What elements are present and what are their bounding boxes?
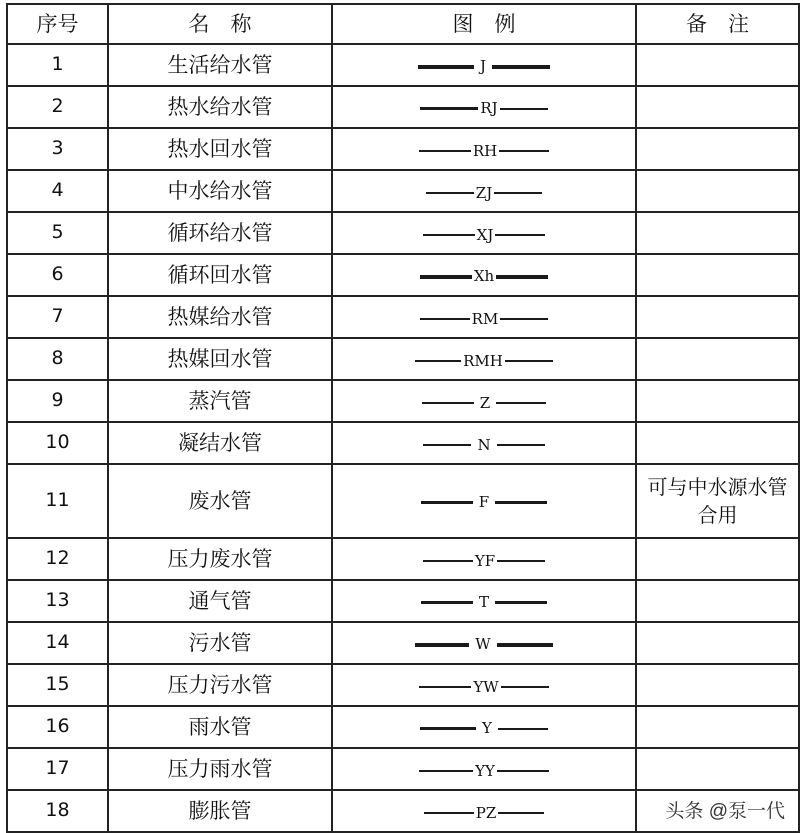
- remark-cell: [636, 664, 799, 706]
- pipe-name: 压力雨水管: [108, 748, 332, 790]
- legend-code: XJ: [476, 225, 494, 244]
- table-row: [7, 622, 799, 664]
- table-row: [7, 296, 799, 338]
- legend-line-symbol: [409, 393, 559, 413]
- legend-line-right: [495, 234, 545, 236]
- table-row: [7, 128, 799, 170]
- remark-cell: [636, 170, 799, 212]
- legend-code: Z: [479, 393, 491, 412]
- row-index: 6: [7, 254, 108, 296]
- legend-line-right: [495, 501, 547, 504]
- table-row: [7, 422, 799, 464]
- table-row: [7, 338, 799, 380]
- legend-line-left: [420, 107, 478, 110]
- legend-cell: [332, 464, 636, 538]
- legend-line-right: [498, 728, 548, 730]
- row-index: 12: [7, 538, 108, 580]
- legend-code: ZJ: [475, 183, 493, 202]
- legend-line-right: [497, 770, 549, 772]
- table-row: [7, 538, 799, 580]
- legend-cell: [332, 44, 636, 86]
- legend-line-right: [500, 108, 548, 110]
- remark-cell: [636, 338, 799, 380]
- legend-line-right: [501, 686, 549, 688]
- remark-cell: [636, 748, 799, 790]
- legend-line-right: [497, 444, 545, 446]
- table-row: [7, 254, 799, 296]
- table-row: [7, 86, 799, 128]
- remark-cell: [636, 538, 799, 580]
- legend-line-symbol: [409, 435, 559, 455]
- legend-cell: [332, 86, 636, 128]
- legend-code: RH: [472, 141, 498, 160]
- row-index: 11: [7, 464, 108, 538]
- legend-line-symbol: [409, 493, 559, 513]
- legend-line-symbol: [409, 593, 559, 613]
- legend-cell: [332, 338, 636, 380]
- pipe-name: 压力污水管: [108, 664, 332, 706]
- legend-line-symbol: [409, 803, 559, 823]
- legend-line-right: [497, 560, 545, 562]
- pipe-name: 循环回水管: [108, 254, 332, 296]
- pipe-name: 热水回水管: [108, 128, 332, 170]
- legend-code: J: [479, 57, 486, 76]
- legend-line-left: [415, 643, 469, 647]
- legend-code: YY: [475, 761, 495, 780]
- row-index: 1: [7, 44, 108, 86]
- header-name: 名 称: [108, 4, 332, 44]
- legend-line-right: [497, 643, 553, 647]
- legend-cell: [332, 790, 636, 832]
- row-index: 17: [7, 748, 108, 790]
- legend-line-right: [496, 275, 548, 279]
- pipe-name: 通气管: [108, 580, 332, 622]
- legend-line-right: [495, 601, 547, 604]
- row-index: 5: [7, 212, 108, 254]
- legend-code: YF: [474, 551, 496, 570]
- legend-cell: [332, 422, 636, 464]
- remark-cell: [636, 706, 799, 748]
- legend-line-left: [420, 727, 476, 730]
- pipe-name: 热媒回水管: [108, 338, 332, 380]
- pipe-name: 热媒给水管: [108, 296, 332, 338]
- legend-line-symbol: [409, 141, 559, 161]
- legend-cell: [332, 380, 636, 422]
- table-body: [7, 44, 799, 832]
- row-index: 18: [7, 790, 108, 832]
- row-index: 15: [7, 664, 108, 706]
- table-row: [7, 44, 799, 86]
- pipe-name: 生活给水管: [108, 44, 332, 86]
- remark-cell: [636, 580, 799, 622]
- pipe-name: 中水给水管: [108, 170, 332, 212]
- table-row: [7, 706, 799, 748]
- legend-code: W: [475, 635, 491, 654]
- legend-line-left: [426, 192, 474, 194]
- legend-line-left: [415, 360, 461, 362]
- legend-code: N: [477, 435, 491, 454]
- legend-line-left: [421, 601, 473, 604]
- pipe-name: 雨水管: [108, 706, 332, 748]
- legend-cell: [332, 664, 636, 706]
- legend-line-right: [500, 318, 548, 320]
- legend-cell: [332, 538, 636, 580]
- legend-line-right: [505, 360, 553, 362]
- table-row: [7, 580, 799, 622]
- legend-cell: [332, 170, 636, 212]
- remark-cell: [636, 622, 799, 664]
- row-index: 4: [7, 170, 108, 212]
- remark-cell: [636, 296, 799, 338]
- legend-line-symbol: [409, 551, 559, 571]
- legend-cell: [332, 254, 636, 296]
- legend-code: F: [478, 493, 490, 512]
- legend-line-left: [419, 150, 471, 152]
- legend-line-right: [496, 402, 546, 404]
- legend-line-symbol: [409, 677, 559, 697]
- row-index: 10: [7, 422, 108, 464]
- legend-line-symbol: [409, 225, 559, 245]
- legend-line-left: [420, 275, 472, 279]
- pipe-name: 循环给水管: [108, 212, 332, 254]
- legend-line-left: [421, 501, 473, 504]
- remark-cell: [636, 212, 799, 254]
- header-index: 序号: [7, 4, 108, 44]
- legend-line-left: [423, 560, 473, 562]
- watermark-text: 头条 @泵一代: [665, 801, 785, 822]
- legend-line-symbol: [409, 309, 559, 329]
- legend-code: PZ: [475, 803, 497, 822]
- pipe-name: 凝结水管: [108, 422, 332, 464]
- legend-code: T: [478, 593, 489, 612]
- legend-cell: [332, 296, 636, 338]
- legend-cell: [332, 706, 636, 748]
- pipe-name: 热水给水管: [108, 86, 332, 128]
- legend-code: RM: [471, 309, 499, 328]
- row-index: 16: [7, 706, 108, 748]
- legend-line-symbol: [409, 57, 559, 77]
- remark-cell: [636, 128, 799, 170]
- pipe-name: 废水管: [108, 464, 332, 538]
- legend-line-left: [423, 444, 471, 446]
- legend-cell: [332, 748, 636, 790]
- pipe-name: 压力废水管: [108, 538, 332, 580]
- row-index: 13: [7, 580, 108, 622]
- legend-code: Xh: [473, 267, 495, 286]
- pipe-legend-table: [6, 3, 800, 833]
- remark-cell: [636, 380, 799, 422]
- legend-code: Y: [482, 719, 492, 738]
- legend-cell: [332, 212, 636, 254]
- header-legend: 图 例: [332, 4, 636, 44]
- legend-code: YW: [473, 677, 499, 696]
- row-index: 7: [7, 296, 108, 338]
- pipe-name: 膨胀管: [108, 790, 332, 832]
- legend-line-symbol: [409, 99, 559, 119]
- legend-line-symbol: [409, 351, 559, 371]
- legend-line-left: [422, 402, 474, 404]
- legend-line-symbol: [409, 183, 559, 203]
- legend-cell: [332, 128, 636, 170]
- legend-line-left: [419, 770, 473, 772]
- remark-cell: [636, 44, 799, 86]
- row-index: 3: [7, 128, 108, 170]
- pipe-legend-table-container: [6, 3, 798, 827]
- remark-cell: [636, 254, 799, 296]
- legend-line-left: [419, 686, 471, 688]
- row-index: 14: [7, 622, 108, 664]
- legend-line-left: [418, 65, 474, 69]
- row-index: 8: [7, 338, 108, 380]
- header-remark: 备 注: [636, 4, 799, 44]
- legend-cell: [332, 622, 636, 664]
- table-row: [7, 170, 799, 212]
- legend-line-symbol: [409, 761, 559, 781]
- remark-cell: [636, 86, 799, 128]
- legend-line-left: [420, 318, 470, 320]
- legend-line-symbol: [409, 267, 559, 287]
- legend-line-right: [494, 192, 542, 194]
- legend-line-right: [492, 65, 550, 69]
- legend-line-right: [499, 150, 549, 152]
- table-header-row: [7, 4, 799, 44]
- legend-code: RJ: [480, 99, 498, 118]
- table-row: [7, 380, 799, 422]
- legend-line-left: [423, 234, 475, 236]
- remark-cell: 可与中水源水管合用: [636, 464, 799, 538]
- remark-cell: [636, 422, 799, 464]
- table-row: [7, 664, 799, 706]
- pipe-name: 污水管: [108, 622, 332, 664]
- table-row: [7, 212, 799, 254]
- legend-line-right: [498, 812, 544, 814]
- legend-line-left: [424, 812, 474, 814]
- row-index: 2: [7, 86, 108, 128]
- row-index: 9: [7, 380, 108, 422]
- pipe-name: 蒸汽管: [108, 380, 332, 422]
- legend-line-symbol: [409, 635, 559, 655]
- table-row: [7, 464, 799, 538]
- legend-cell: [332, 580, 636, 622]
- table-row: [7, 748, 799, 790]
- legend-code: RMH: [463, 351, 503, 370]
- legend-line-symbol: [409, 719, 559, 739]
